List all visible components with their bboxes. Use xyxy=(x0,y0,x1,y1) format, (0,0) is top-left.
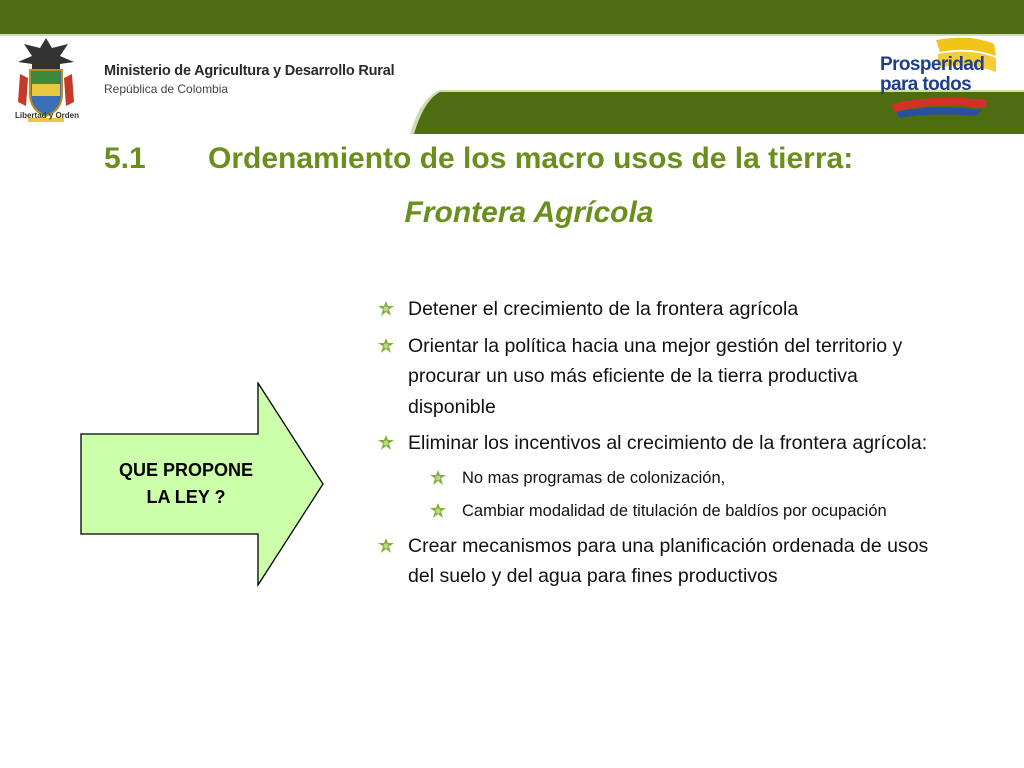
logo-text-line1: Prosperidad xyxy=(880,54,985,75)
bullet-list xyxy=(378,294,938,598)
green-star-bullet-icon xyxy=(378,435,394,451)
sub-list-item: Cambiar modalidad de titulación de baldíos por ocupación xyxy=(378,498,938,525)
green-star-bullet-icon xyxy=(378,338,394,354)
slide-title xyxy=(104,142,984,176)
list-item: Crear mecanismos para una planificación ordenada de usos del suelo y del agua para fines productivos xyxy=(378,531,938,592)
title-main: Ordenamiento de los macro usos de la tierra: xyxy=(208,142,854,175)
ministry-name: Ministerio de Agricultura y Desarrollo Rural xyxy=(104,63,395,79)
section-number: 5.1 xyxy=(104,142,146,175)
arrow-text-line2: LA LEY ? xyxy=(146,487,226,507)
green-star-bullet-icon xyxy=(378,301,394,317)
list-item: Detener el crecimiento de la frontera agrícola xyxy=(378,294,938,325)
sub-list-item: No mas programas de colonización, xyxy=(378,465,938,492)
ministry-subtitle: República de Colombia xyxy=(104,82,229,96)
slide-subtitle: Frontera Agrícola xyxy=(404,196,654,229)
arrow-callout-text xyxy=(96,457,276,511)
green-star-bullet-icon xyxy=(378,538,394,554)
list-item: Orientar la política hacia una mejor gestión del territorio y procurar un uso más eficiente de la tierra productiva disponible xyxy=(378,331,938,423)
list-item: Eliminar los incentivos al crecimiento de la frontera agrícola: xyxy=(378,428,938,459)
green-star-bullet-icon xyxy=(430,503,446,519)
crest-caption: Libertad y Orden xyxy=(14,111,79,120)
arrow-text-line1: QUE PROPONE xyxy=(118,460,254,480)
logo-text-line2: para todos xyxy=(880,74,972,95)
green-star-bullet-icon xyxy=(430,470,446,486)
